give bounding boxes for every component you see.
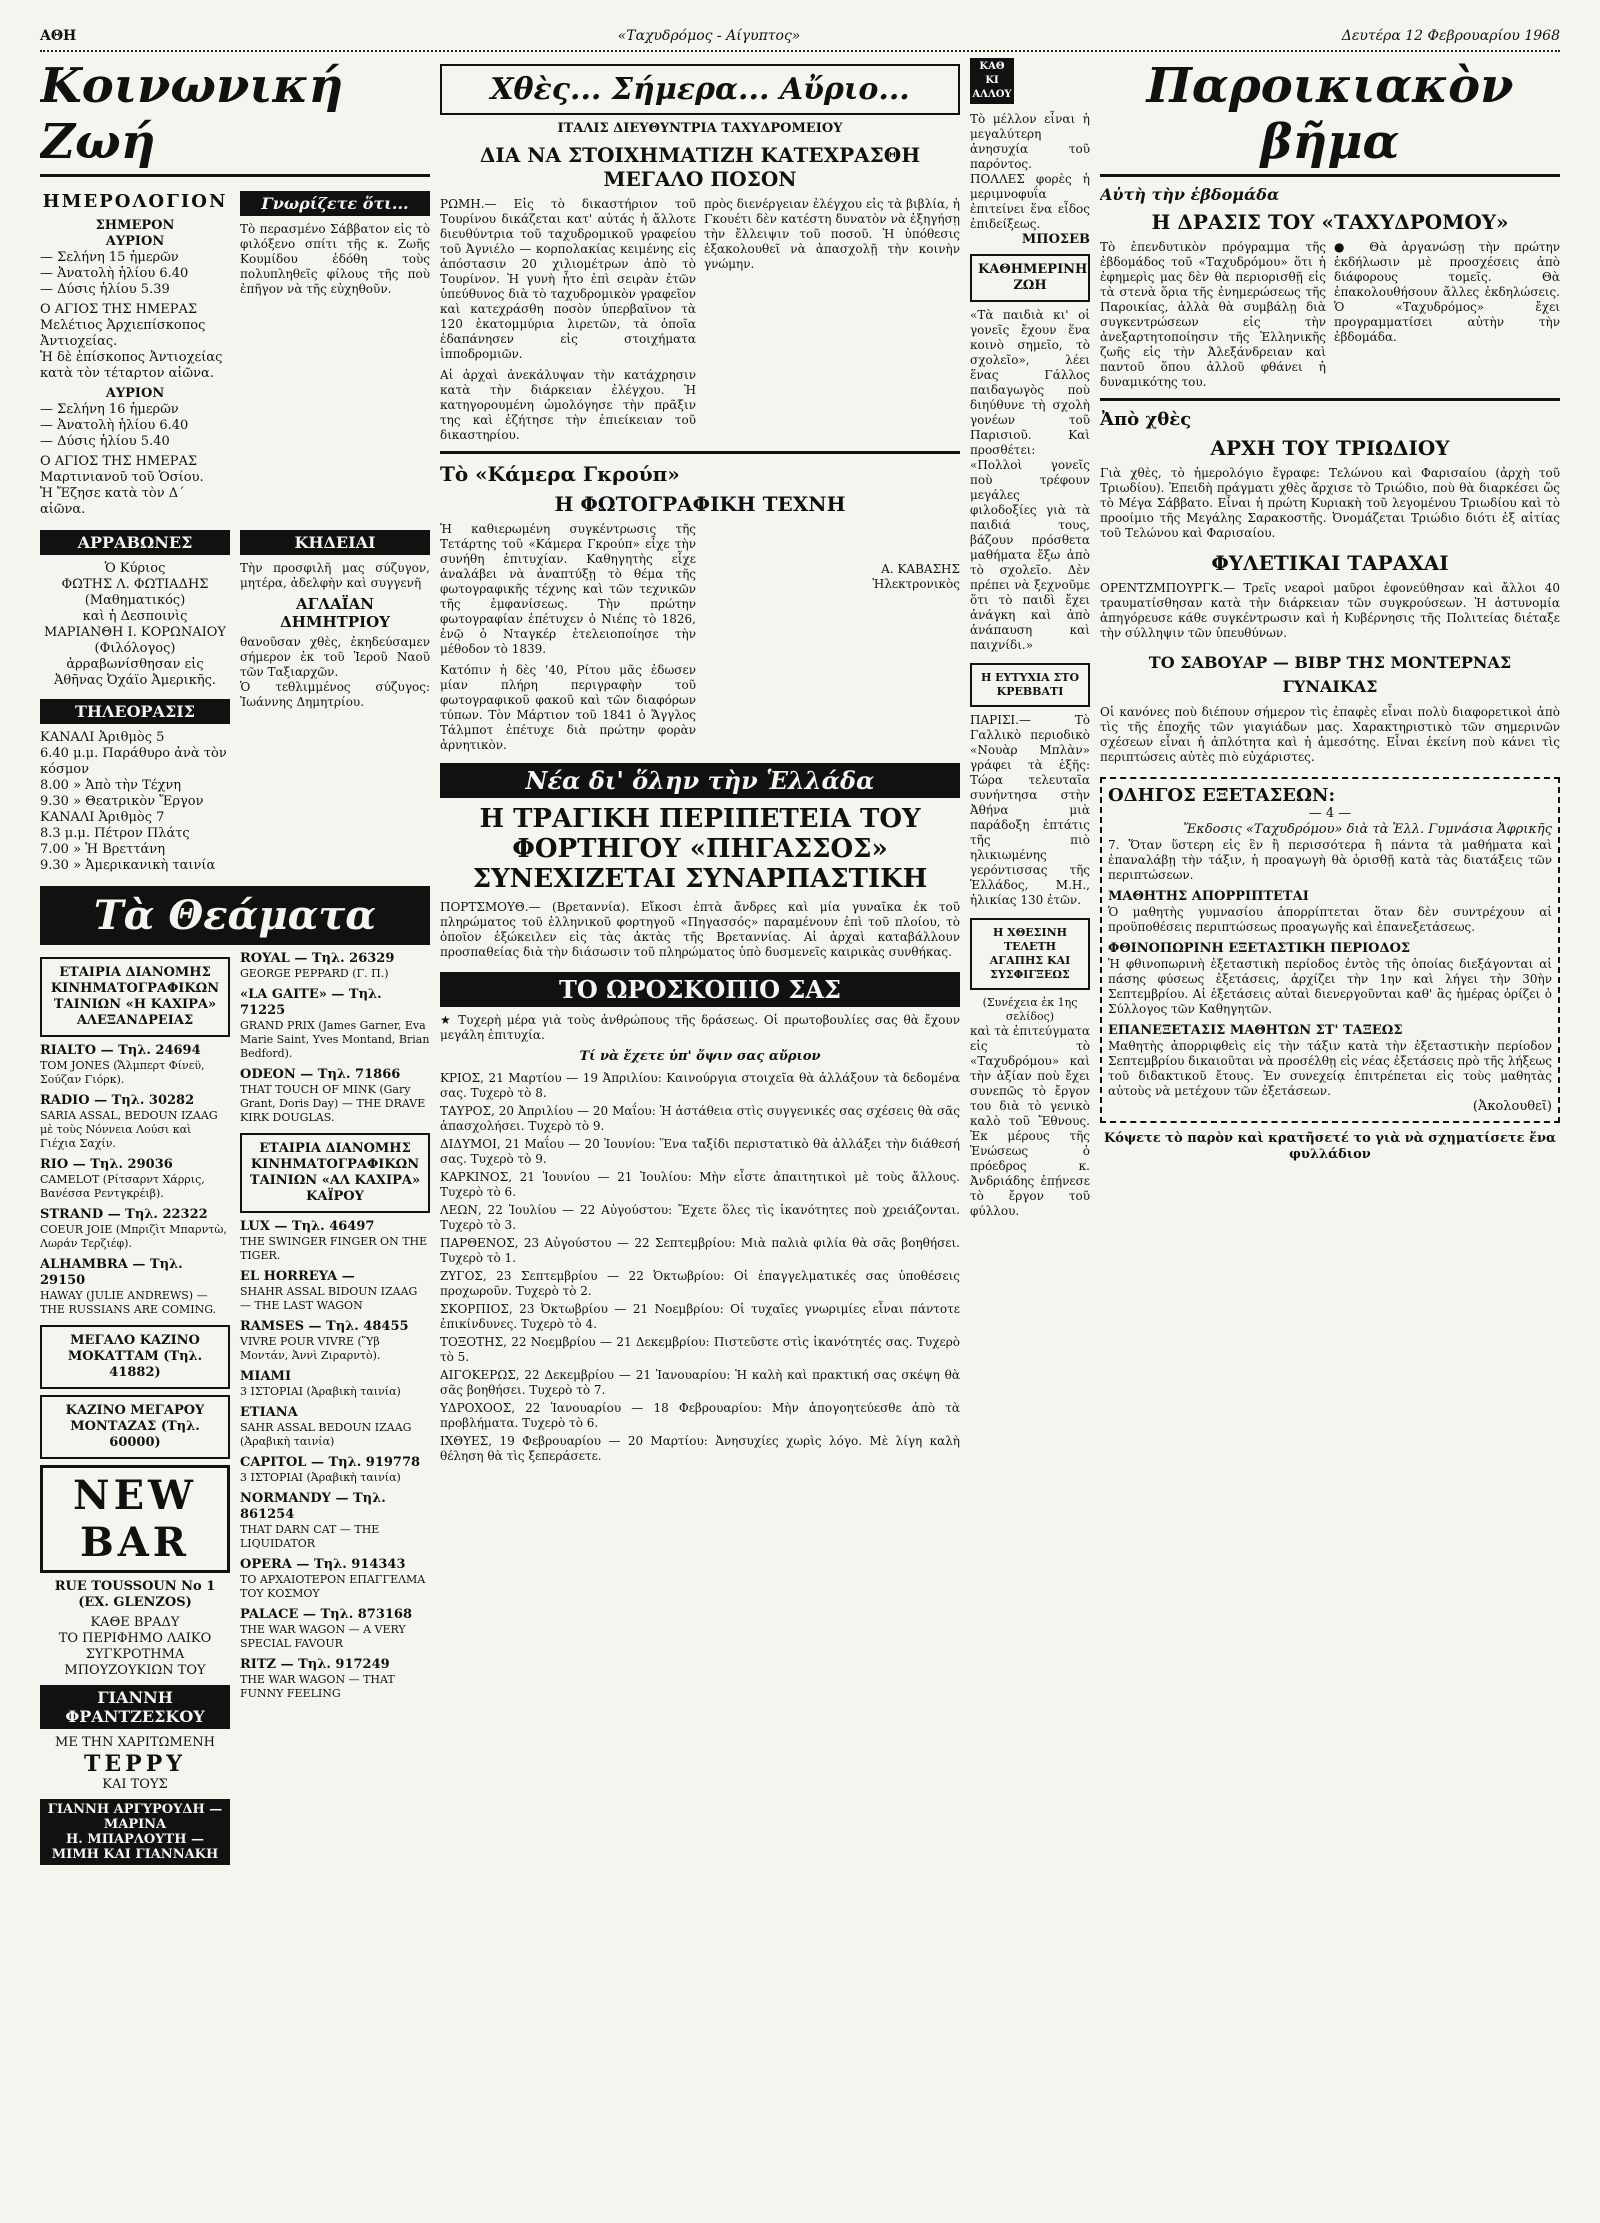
cinema-item (240, 1657, 430, 1701)
triodio-text: Γιὰ χθὲς, τὸ ἡμερολόγιο ἔγραφε: Τελώνου καὶ Φαρισαίου (ἀρχὴ τοῦ Τριωδίου). Ἐπειδὴ πράγματι χθὲς ἄρχισε τὸ Τριώδιο, ποὺ θὰ διαρκέσει ὥς τὸ Μέγα Σάββατο. Εἶναι ἡ πρώτη Κυριακὴ τοῦ λεγομένου Τριωδίου καὶ τὸ προοίμιο τῆς Μεγάλης Σαρακοστῆς. Ὀνομάζεται Τριώδιο διότι ἐξ αἰτίας τοῦ Τελώνου καὶ Φαρισαίου. (1100, 466, 1560, 540)
exam-guide-title: ΟΔΗΓΟΣ ΕΞΕΤΑΣΕΩΝ: (1108, 785, 1336, 806)
horoscope-sign: ΚΡΙΟΣ, 21 Μαρτίου — 19 Ἀπριλίου: Καινούργια στοιχεῖα θὰ ἀλλάξουν τὰ δεδομένα σας. Τυχερὸ τὸ 8. (440, 1071, 960, 1100)
camera-group-headline: Η ΦΩΤΟΓΡΑΦΙΚΗ ΤΕΧΝΗ (554, 492, 846, 516)
savoir-vivre-text: Οἱ κανόνες ποὺ διέπουν σήμερον τὶς ἐπαφὲς εἶναι πολὺ διαφορετικοὶ ἀπὸ τὶς τῆς ἐποχῆς τῶν γιαγιάδων μας. Χαρακτηριστικὸ τῶν σημερινῶν σχέσεων εἶναι ἡ ἁπλότητα καὶ ἡ ἀμεσότης. Εἶναι ἐκείνη ποὺ κάνει τὶς περιπτώσεις αὐτὲς πιὸ εὐχάριστες. (1100, 705, 1560, 764)
new-bar-address: RUE TOUSSOUN No 1 (EX. GLENZOS) (54, 1579, 216, 1610)
cinema-program: COEUR JOIE (Μπριζὶτ Μπαρντὼ, Λωράν Τερζιέφ). (40, 1223, 227, 1250)
autumn-period-text: Ἡ φθινοπωρινὴ ἐξεταστικὴ περίοδος ἐντὸς τῆς ὁποίας διεξάγονται αἱ πάσης φύσεως ἐξετάσεις, ἀρχίζει τὴν 1ην καὶ λήγει τὴν 30ὴν Σεπτεμβρίου. Αἱ ἐξετάσεις αὐταὶ διενεργοῦνται καθ' ἃς ἡμέρας ὁρίζει ὁ Σύλλογος τῶν Καθηγητῶν. (1108, 957, 1552, 1016)
cinema-list-1 (40, 1043, 230, 1317)
cinema-item (240, 1491, 430, 1551)
exam-guide-box (1100, 777, 1560, 1123)
cinema-program: SAHR ASSAL BEDOUN IZAAG (Ἀραβικὴ ταινία) (240, 1421, 412, 1448)
spectacles-banner: Τὰ Θεάματα (40, 886, 430, 945)
greece-news-banner: Νέα δι' ὅλην τὴν Ἑλλάδα (440, 763, 960, 798)
story1-text: ΡΩΜΗ.— Εἰς τὸ δικαστήριον τοῦ Τουρίνου δικάζεται κατ' αὐτάς ἡ ἄλλοτε διευθύντρια τοῦ ταχυδρομικοῦ γραφείου τοῦ Ἀγνιέλο — κορπολακίας κειμένης εἰς ἀπόστασιν 20 χιλιομέτρων ἀπὸ τὸ Τουρίνον. Ἡ γυνὴ ἦτο ἐπὶ σειρὰν ἐτῶν ὑπεύθυνος διὰ τὸ ταχυδρομικὸν γραφεῖον καὶ κατεχράσθη ποσὸν ὑπερβαῖνον τὰ 120 ἑκατομμύρια λιρετῶν, τὰ ὁποῖα ἐδαπάνησεν εἰς στοιχήματα ἱπποδρομιῶν. (440, 197, 696, 361)
cinema-name: ALHAMBRA — Τηλ. 29150 (40, 1257, 183, 1288)
ceremony-header: Η ΧΘΕΣΙΝΗ ΤΕΛΕΤΗ ΑΓΑΠΗΣ ΚΑΙ ΣΥΣΦΙΓΞΕΩΣ (970, 918, 1090, 990)
horoscope-sign: ΤΑΥΡΟΣ, 20 Ἀπριλίου — 20 Μαΐου: Ἡ ἀστάθεια στὶς συγγενικές σας σχέσεις θὰ σᾶς ἀπασχολήσει. Τυχερὸ τὸ 9. (440, 1104, 960, 1133)
cinema-name: EL HORREYA — (240, 1269, 355, 1284)
horoscope-signs (440, 1071, 960, 1464)
cinema-item (40, 1157, 230, 1201)
cut-out-note: Κόψετε τὸ παρὸν καὶ κρατῆσετέ το γιὰ νὰ σχηματίσετε ἕνα φυλλάδιον (1103, 1131, 1557, 1162)
cinema-program: HAWAY (JULIE ANDREWS) — THE RUSSIANS ARE COMING. (40, 1289, 217, 1316)
reexam-head: ΕΠΑΝΕΞΕΤΑΣΙΣ ΜΑΘΗΤΩΝ ΣΤ' ΤΑΞΕΩΣ (1108, 1023, 1403, 1038)
story2-headline: Η ΤΡΑΓΙΚΗ ΠΕΡΙΠΕΤΕΙΑ ΤΟΥ ΦΟΡΤΗΓΟΥ «ΠΗΓΑΣΣΟΣ» ΣΥΝΕΧΙΖΕΤΑΙ ΣΥΝΑΡΠΑΣΤΙΚΗ (472, 804, 928, 894)
cinema-item (40, 1257, 230, 1317)
exam-guide-number: — 4 — (1308, 806, 1352, 821)
masthead-left: ΑΘΗ (40, 28, 77, 44)
cinema-program: SHAHR ASSAL BIDOUN IZAAG — THE LAST WAGON (240, 1285, 418, 1312)
horoscope-subtitle: Τί νὰ ἔχετε ὑπ' ὄψιν σας αὔριον (579, 1049, 821, 1064)
distribution-company-2: ΕΤΑΙΡΙΑ ΔΙΑΝΟΜΗΣ ΚΙΝΗΜΑΤΟΓΡΑΦΙΚΩΝ ΤΑΙΝΙΩΝ «ΑΛ ΚΑΧΙΡΑ» ΚΑΪΡΟΥ (240, 1133, 430, 1213)
column-yesterday-today-tomorrow (440, 58, 960, 2208)
horoscope-sign: ΖΥΓΟΣ, 23 Σεπτεμβρίου — 22 Ὀκτωβρίου: Οἱ ἐπαγγελματικές σας ὑποθέσεις προχωροῦν. Τυχερὸ τὸ 2. (440, 1269, 960, 1298)
funerals-more: θανοῦσαν χθὲς, ἐκηδεύσαμεν σήμερον ἐκ τοῦ Ἱεροῦ Ναοῦ τῶν Ταξιαρχῶν. Ὁ τεθλιμμένος σύζυγος: Ἰωάννης Δημητρίου. (240, 635, 430, 709)
to-be-continued: (Ἀκολουθεῖ) (1472, 1099, 1552, 1114)
ceremony-continued: (Συνέχεια ἐκ 1ης σελίδος) (982, 996, 1078, 1023)
cinema-item (40, 1043, 230, 1087)
reexam-text: Μαθητὴς ἀπορριφθεὶς εἰς τὴν τάξιν κατὰ τὴν ἐξεταστικὴν περίοδον Σεπτεμβρίου δικαιοῦται νὰ προσέλθῃ εἰς νέας ἐξετάσεις πρὸ τῆς λήξεως τοῦ διδακτικοῦ ἔτους. Ἐν συνεχείᾳ ἐπιτρέπεται εἰς τοὺς μαθητὰς αὐτοὺς νὰ μετέχουν τῶν ἐξετάσεων. (1108, 1039, 1552, 1098)
camera-group-signature: Α. ΚΑΒΑΣΗΣ Ἡλεκτρονικὸς (872, 562, 960, 591)
racial-unrest-text: ΟΡΕΝΤΖΜΠΟΥΡΓΚ.— Τρεῖς νεαροὶ μαῦροι ἐφονεύθησαν καὶ ἄλλοι 40 τραυματίσθησαν κατὰ τὴν διάρκειαν τῶν συγκρούσεων. Ἡ ἀστυνομία ἀπηγόρευσε κάθε συγκέντρωσιν καὶ ἡ Κυβέρνησις τῆς Πολιτείας διέταξε τὴν σύλληψιν τῶν ὑπευθύνων. (1100, 581, 1560, 640)
cinema-program: GEORGE PEPPARD (Γ. Π.) (240, 967, 389, 980)
cinema-name: ETIANA (240, 1405, 298, 1420)
tomorrow-label-b: ΑΥΡΙΟΝ (105, 386, 165, 401)
tv-schedule: ΚΑΝΑΛΙ Ἀριθμὸς 5 6.40 μ.μ. Παράθυρο ἀνὰ τὸν κόσμον 8.00 » Ἀπὸ τὴν Τέχνη 9.30 » Θεατρικὸν Ἔργον ΚΑΝΑΛΙ Ἀριθμὸς 7 8.3 μ.μ. Πέτρον Πλάτς 7.00 » Ἡ Βρεττάνη 9.30 » Ἀμερικανικὴ ταινία (40, 730, 227, 873)
new-bar-with: ΜΕ ΤΗΝ ΧΑΡΙΤΩΜΕΝΗ (55, 1735, 215, 1750)
horoscope-sign: ΙΧΘΥΕΣ, 19 Φεβρουαρίου — 20 Μαρτίου: Ἀνησυχίες χωρὶς λόγο. Μὲ λίγη καλὴ θέληση θὰ τὶς ξεπεράσετε. (440, 1434, 960, 1463)
cinema-program: 3 ΙΣΤΟΡΙΑΙ (Ἀραβικὴ ταινία) (240, 1471, 401, 1484)
horoscope-sign: ΚΑΡΚΙΝΟΣ, 21 Ἰουνίου — 21 Ἰουλίου: Μὴν εἶστε ἀπαιτητικοὶ μὲ τοὺς ἄλλους. Τυχερὸ τὸ 6. (440, 1170, 960, 1199)
kathimerini-badge-icon: ΚΑΘ ΚΙ ΑΛΛΟΥ (970, 58, 1014, 104)
cinema-item (240, 1269, 430, 1313)
student-rejected-text: Ὁ μαθητὴς γυμνασίου ἀπορρίπτεται ὅταν δὲν συντρέχουν αἱ προϋποθέσεις περιπτώσεως προαγωγῆς καὶ ἐπανεξετάσεως. (1108, 905, 1552, 934)
cinema-name: ODEON — Τηλ. 71866 (240, 1067, 401, 1082)
cinema-name: MIAMI (240, 1369, 292, 1384)
column-daily-life (970, 58, 1090, 1219)
ceremony-text: καὶ τὰ ἐπιτεύγματα εἰς τὸ «Ταχυδρόμου» καὶ τὴν ἀξίαν ποὺ ἔχει συνεπῶς τὸ ἔργον του διὰ τὸ γενικὸ καλὸ τοῦ Ἔθνους. Ἐκ μέρους τῆς Ἑνώσεως ὁ πρόεδρος κ. Ἀνδριάδης ἐπῄνεσε τὸ ἔργον τοῦ φύλλου. (970, 1024, 1090, 1218)
new-bar-artist-2: ΤΕΡΡΥ (84, 1751, 186, 1777)
section-title-social: Κοινωνική Ζωή (40, 58, 430, 177)
autumn-period-head: ΦΘΙΝΟΠΩΡΙΝΗ ΕΞΕΤΑΣΤΙΚΗ ΠΕΡΙΟΔΟΣ (1108, 941, 1411, 956)
cinema-name: RADIO — Τηλ. 30282 (40, 1093, 195, 1108)
cinema-item (240, 1319, 430, 1363)
tv-header: ΤΗΛΕΟΡΑΣΙΣ (40, 699, 230, 724)
daily-life-header: ΚΑΘΗΜΕΡΙΝΗ ΖΩΗ (970, 254, 1090, 302)
masthead (40, 22, 1560, 52)
sun-info-1: — Σελήνη 15 ἡμερῶν — Ἀνατολὴ ἡλίου 6.40 — Δύσις ἡλίου 5.39 (40, 250, 189, 297)
week-label: Αὐτὴ τὴν ἑβδομάδα (1100, 185, 1280, 204)
column-community-tribune (1100, 58, 1560, 2208)
cinema-name: RIO — Τηλ. 29036 (40, 1157, 173, 1172)
cinema-name: ROYAL — Τηλ. 26329 (240, 951, 395, 966)
daily-life-text: «Τὰ παιδιὰ κι' οἱ γονεῖς ἔχουν ἕνα κοινὸ σημεῖο, τὸ σχολεῖο», λέει ἕνας Γάλλος παιδαγωγὸς ποὺ διηύθυνε τὴ σχολὴ γονέων τοῦ Παρισιοῦ. Καὶ προσθέτει: «Πολλοὶ γονεῖς ποὺ τρέφουν μεγάλες φιλοδοξίες γιὰ τὰ παιδιά τους, βάζουν πρόσθετα μαθήματα ἔξω ἀπὸ τὸ σχολεῖο. Δὲν πρέπει νὰ ξεχνοῦμε ὅτι τὸ παιδὶ ἔχει ἀνάγκη καὶ ἀπὸ ἀνάπαυση καὶ παιχνίδι.» (970, 308, 1090, 652)
story1-text-b: Αἱ ἀρχαὶ ἀνεκάλυψαν τὴν κατάχρησιν κατὰ τὴν διάρκειαν ἐλέγχου. Ἡ κατηγορουμένη ὡμολόγησε τὴν πρᾶξιν της καὶ ἐζήτησε τὴν ἐπιείκειαν τοῦ δικαστηρίου. (440, 368, 696, 442)
horoscope-banner: ΤΟ ΩΡΟΣΚΟΠΙΟ ΣΑΣ (440, 972, 960, 1007)
cinema-program: CAMELOT (Ρίτσαρντ Χάρρις, Βανέσσα Ρεντγκρέιβ). (40, 1173, 205, 1200)
new-bar-title: NEW BAR (40, 1465, 230, 1573)
cinema-name: CAPITOL — Τηλ. 919778 (240, 1455, 421, 1470)
did-you-know-text: Τὸ περασμένο Σάββατον εἰς τὸ φιλόξενο σπίτι τῆς κ. Ζωῆς Κουμίδου ἐδόθη τοὺς πολυπληθεῖς φίλους τῆς ποὺ ἐπῆγον νὰ τῆς εὐχηθοῦν. (240, 222, 430, 296)
cinema-item (40, 1093, 230, 1151)
casino-montaza: ΚΑΖΙΝΟ ΜΕΓΑΡΟΥ ΜΟΝΤΑΖΑΣ (Τηλ. 60000) (40, 1395, 230, 1459)
new-bar-and: ΚΑΙ ΤΟΥΣ (102, 1777, 168, 1792)
story1-kicker: ΙΤΑΛΙΣ ΔΙΕΥΘΥΝΤΡΙΑ ΤΑΧΥΔΡΟΜΕΙΟΥ (557, 121, 843, 136)
horoscope-sign: ΑΙΓΟΚΕΡΩΣ, 22 Δεκεμβρίου — 21 Ἰανουαρίου: Ἡ καλὴ καὶ πρακτική σας σκέψη θὰ σᾶς βοηθήσει. Τυχερὸ τὸ 7. (440, 1368, 960, 1397)
cinema-item (240, 1455, 430, 1485)
cinema-item (240, 987, 430, 1061)
story1-text-c: πρὸς διενέργειαν ἐλέγχου εἰς τὰ βιβλία, ἡ Γκουέτι δὲν κατέστη δυνατὸν νὰ ἐξηγήσῃ τὴν ἔλλειψιν τοῦ ποσοῦ. Ἡ ὑπόθεσις ἐξακολουθεῖ νὰ ἀπασχολῇ τὴν κοινὴν γνώμην. (704, 197, 960, 271)
cinema-name: LUX — Τηλ. 46497 (240, 1219, 375, 1234)
cinema-item (40, 1207, 230, 1251)
new-bar-text: ΚΑΘΕ ΒΡΑΔΥ ΤΟ ΠΕΡΙΦΗΜΟ ΛΑΙΚΟ ΣΥΓΚΡΟΤΗΜΑ ΜΠΟΥΖΟΥΚΙΩΝ ΤΟΥ (58, 1615, 212, 1678)
cinema-program: ΤΟ ΑΡΧΑΙΟΤΕΡΟΝ ΕΠΑΓΓΕΛΜΑ ΤΟΥ ΚΟΣΜΟΥ (240, 1573, 426, 1600)
cinema-program: 3 ΙΣΤΟΡΙΑΙ (Ἀραβικὴ ταινία) (240, 1385, 401, 1398)
new-bar-artist-3: ΓΙΑΝΝΗ ΑΡΓΥΡΟΥΔΗ — ΜΑΡΙΝΑ Η. ΜΠΑΡΛΟΥΤΗ — ΜΙΜΗ ΚΑΙ ΓΙΑΝΝΑΚΗ (40, 1799, 230, 1865)
horoscope-sign: ΛΕΩΝ, 22 Ἰουλίου — 22 Αὐγούστου: Ἔχετε ὅλες τὶς ἱκανότητες ποὺ χρειάζονται. Τυχερὸ τὸ 3. (440, 1203, 960, 1232)
cinema-program: THE SWINGER FINGER ON THE TIGER. (240, 1235, 428, 1262)
deceased-name: ΑΓΛΑΪΑΝ ΔΗΜΗΤΡΙΟΥ (280, 595, 390, 631)
triodio-headline: ΑΡΧΗ ΤΟΥ ΤΡΙΩΔΙΟΥ (1210, 436, 1450, 460)
camera-group-text-2: Κατόπιν ἡ δὲς '40, Ρίτου μᾶς ἐδωσεν μίαν πλήρη περιγραφὴν τοῦ φωτογραφικοῦ φακοῦ καὶ τῶν διαφόρων τύπων. Τὸν Μάρτιον τοῦ 1841 ὁ Ἄγγλος Τάλμποτ ἐπέτυχε διὰ πρώτην φορὰν ἀρνητικὸν. (440, 663, 696, 752)
horoscope-sign: ΠΑΡΘΕΝΟΣ, 23 Αὐγούστου — 22 Σεπτεμβρίου: Μιὰ παλιὰ φιλία θὰ σᾶς βοηθήσει. Τυχερὸ τὸ 1. (440, 1236, 960, 1265)
cinema-list-2 (240, 951, 430, 1125)
sun-info-2: — Σελήνη 16 ἡμερῶν — Ἀνατολὴ ἡλίου 6.40 — Δύσις ἡλίου 5.40 (40, 402, 189, 449)
cinema-name: OPERA — Τηλ. 914343 (240, 1557, 406, 1572)
funerals-text: Τὴν προσφιλῆ μας σύζυγον, μητέρα, ἀδελφὴν καὶ συγγενῆ (240, 561, 430, 590)
cinema-name: NORMANDY — Τηλ. 861254 (240, 1491, 386, 1522)
cinema-item (240, 1405, 430, 1449)
daily-quote-author: ΜΠΟΣΕΒ (1021, 232, 1090, 247)
cinema-item (240, 1369, 430, 1399)
week-text-2: ● Θὰ ἀργανώσῃ τὴν πρώτην ἐκδήλωσιν μὲ προσχέσεις ἀπὸ διάφορους τομεῖς. Θὰ ἐπακολουθήσουν ἄλλες ἐκδηλώσεις. Ὁ «Ταχυδρόμος» ἔχει προγραμματίσει αὐτὴν τὴν ἑβδομάδα. (1334, 240, 1560, 344)
camera-group-title: Τὸ «Κάμερα Γκρούπ» (440, 462, 680, 486)
exam-guide-text: 7. Ὅταν ὕστερη εἰς ἓν ἢ περισσότερα ἢ πάντα τὰ μαθήματα καὶ ἐπαναλάβῃ τὴν τάξιν, ἡ προαγωγὴ θὰ ὁρισθῇ κατὰ τὰς διατάξεις τῶν περιπτώσεων. (1108, 838, 1552, 882)
cinema-program: TOM JONES (Ἄλμπερτ Φίνεϋ, Σούζαν Γιόρκ). (40, 1059, 205, 1086)
funerals-header: ΚΗΔΕΙΑΙ (240, 530, 430, 555)
racial-unrest-headline: ΦΥΛΕΤΙΚΑΙ ΤΑΡΑΧΑΙ (1211, 551, 1449, 575)
saint-1: Ο ΑΓΙΟΣ ΤΗΣ ΗΜΕΡΑΣ Μελέτιος Ἀρχιεπίσκοπος Ἀντιοχείας. Ἡ δὲ ἐπίσκοπος Ἀντιοχείας κατὰ τὸν τέταρτον αἰῶνα. (40, 302, 223, 381)
tomorrow-label-a: ΑΥΡΙΟΝ (105, 234, 165, 249)
horoscope-sign: ΔΙΔΥΜΟΙ, 21 Μαΐου — 20 Ἰουνίου: Ἕνα ταξίδι περιστατικὸ θὰ ἀλλάξει τὴν διάθεσή σας. Τυχερὸ τὸ 9. (440, 1137, 960, 1166)
horoscope-sign: ΣΚΟΡΠΙΟΣ, 23 Ὀκτωβρίου — 21 Νοεμβρίου: Οἱ τυχαῖες γνωριμίες εἶναι πάντοτε ἐπικίνδυνες. Τυχερὸ τὸ 4. (440, 1302, 960, 1331)
cinema-name: RIALTO — Τηλ. 24694 (40, 1043, 201, 1058)
cinema-name: STRAND — Τηλ. 22322 (40, 1207, 208, 1222)
new-bar-artist-1: ΓΙΑΝΝΗ ΦΡΑΝΤΖΕΣΚΟΥ (40, 1685, 230, 1729)
today-label: ΣΗΜΕΡΟΝ (95, 218, 175, 233)
student-rejected-head: ΜΑΘΗΤΗΣ ΑΠΟΡΡΙΠΤΕΤΑΙ (1108, 889, 1309, 904)
camera-group-text: Ἡ καθιερωμένη συγκέντρωσις τῆς Τετάρτης τοῦ «Κάμερα Γκρούπ» εἶχε τὴν συνήθη ἐπιτυχίαν. Καθηγητὴς εἶχε ἀναλάβει νὰ ἀναπτύξῃ τὸ θέμα τῆς φωτογραφικῆς τέχνης καὶ τῶν τεχνικῶν τῆς ἐμφανίσεως. Τὴν πρώτην φωτογραφίαν ἐπέτυχεν ὁ Νιέπς τὸ 1826, ἐνῷ ὁ Νταγκέρ ἐτελειοποίησε τὴν μέθοδον τὸ 1839. (440, 522, 696, 656)
cinema-item (240, 1607, 430, 1651)
column-social-life (40, 58, 430, 2208)
distribution-company-1: ΕΤΑΙΡΙΑ ΔΙΑΝΟΜΗΣ ΚΙΝΗΜΑΤΟΓΡΑΦΙΚΩΝ ΤΑΙΝΙΩΝ «Η ΚΑΧΙΡΑ» ΑΛΕΞΑΝΔΡΕΙΑΣ (40, 957, 230, 1037)
exam-guide-publisher: Ἔκδοσις «Ταχυδρόμου» διὰ τὰ Ἑλλ. Γυμνάσια Ἀφρικῆς (1183, 822, 1552, 837)
cinema-program: GRAND PRIX (James Garner, Eva Marie Saint, Yves Montand, Brian Bedford). (240, 1019, 430, 1060)
cinema-name: RAMSES — Τηλ. 48455 (240, 1319, 409, 1334)
cinema-item (240, 951, 430, 981)
cinema-name: «LA GAITE» — Τηλ. 71225 (240, 987, 382, 1018)
cinema-program: SARIA ASSAL, BEDOUN IZAAG μὲ τοὺς Νόννεια Λούσι καὶ Γιέχια Σαχίν. (40, 1109, 218, 1150)
cinema-program: THE WAR WAGON — THAT FUNNY FEELING (240, 1673, 395, 1700)
cinema-program: VIVRE POUR VIVRE (Ὕβ Μοντάν, Ἀννὶ Ζιραρντὸ). (240, 1335, 381, 1362)
masthead-date: Δευτέρα 12 Φεβρουαρίου 1968 (1341, 28, 1560, 44)
cinema-item (240, 1557, 430, 1601)
did-you-know-header: Γνωρίζετε ὅτι... (240, 191, 430, 216)
calendar-title: ΗΜΕΡΟΛΟΓΙΟΝ (42, 191, 228, 212)
cinema-name: PALACE — Τηλ. 873168 (240, 1607, 413, 1622)
horoscope-intro: ★ Τυχερὴ μέρα γιὰ τοὺς ἀνθρώπους τῆς δράσεως. Οἱ πρωτοβουλίες σας θὰ ἔχουν μεγάλη ἐπιτυχία. (440, 1013, 960, 1042)
since-yesterday-label: Ἀπὸ χθὲς (1100, 409, 1192, 430)
section-title-community: Παροικιακὸν βῆμα (1100, 58, 1560, 177)
saint-2: Ο ΑΓΙΟΣ ΤΗΣ ΗΜΕΡΑΣ Μαρτινιανοῦ τοῦ Ὁσίου. Ἡ Ἔζησε κατὰ τὸν Δ΄ αἰῶνα. (40, 454, 204, 517)
cinema-item (240, 1219, 430, 1263)
casino-mokattam: ΜΕΓΑΛΟ ΚΑΖΙΝΟ ΜΟΚΑΤΤΑΜ (Τηλ. 41882) (40, 1325, 230, 1389)
engagements-header: ΑΡΡΑΒΩΝΕΣ (40, 530, 230, 555)
masthead-center: «Ταχυδρόμος - Αίγυπτος» (617, 28, 801, 44)
horoscope-sign: ΥΔΡΟΧΟΟΣ, 22 Ἰανουαρίου — 18 Φεβρουαρίου: Μὴν ἀπογοητεύεσθε ἀπὸ τὰ προβλήματα. Τυχερὸ τὸ 6. (440, 1401, 960, 1430)
engagements-text: Ὁ Κύριος ΦΩΤΗΣ Λ. ΦΩΤΙΑΔΗΣ (Μαθηματικός) καὶ ἡ Δεσποινὶς ΜΑΡΙΑΝΘΗ Ι. ΚΟΡΩΝΑΙΟΥ (Φιλόλογος) ἀρραβωνίσθησαν εἰς Ἀθῆνας Ὀχάϊο Ἀμερικῆς. (44, 561, 226, 688)
cinema-program: THAT TOUCH OF MINK (Gary Grant, Doris Day) — THE DRAVE KIRK DOUGLAS. (240, 1083, 426, 1124)
cinema-program: THAT DARN CAT — THE LIQUIDATOR (240, 1523, 380, 1550)
happiness-header: Η ΕΥΤΥΧΙΑ ΣΤΟ ΚΡΕΒΒΑΤΙ (970, 663, 1090, 707)
happiness-text: ΠΑΡΙΣΙ.— Τὸ Γαλλικὸ περιοδικὸ «Νουὰρ Μπλὰν» γράφει τὰ ἑξῆς: Τώρα τελευταῖα συνήντησα στὴν Ἀθήνα μιὰ παράδοξη ἑπτάτις τῆς πιὸ ηλικιωμένης γερόντισσας τῆς Ἑλλάδος, Μ.Η., ἡλικίας 130 ἐτῶν. (970, 713, 1090, 907)
savoir-vivre-headline: ΤΟ ΣΑΒΟΥΑΡ — ΒΙΒΡ ΤΗΣ ΜΟΝΤΕΡΝΑΣ ΓΥΝΑΙΚΑΣ (1148, 653, 1512, 696)
cinema-name: RITZ — Τηλ. 917249 (240, 1657, 390, 1672)
horoscope-sign: ΤΟΞΟΤΗΣ, 22 Νοεμβρίου — 21 Δεκεμβρίου: Πιστεῦστε στὶς ἱκανότητές σας. Τυχερὸ τὸ 5. (440, 1335, 960, 1364)
story2-text: ΠΟΡΤΣΜΟΥΘ.— (Βρεταννία). Εἴκοσι ἑπτὰ ἄνδρες καὶ μία γυναῖκα ἐκ τοῦ πληρώματος τοῦ ἑλληνικοῦ φορτηγοῦ «Πηγασσός» παραμένουν ἐπὶ τοῦ πλοίου, τὸ ὁποῖον ἐξώκειλεν εἰς τὰς ἀκτὰς τῆς Βρεταννίας. Αἱ ἀρχαὶ καταβάλλουν προσπαθείας διὰ τὴν διάσωσιν τοῦ πληρώματος ὑπὸ δυσμενεῖς καιρικὰς συνθήκας. (440, 900, 960, 959)
yesterday-today-tomorrow-banner: Χθὲς... Σήμερα... Αὔριο... (440, 64, 960, 115)
cinema-item (240, 1067, 430, 1125)
daily-quote: Τὸ μέλλον εἶναι ἡ μεγαλύτερη ἀνησυχία τοῦ παρόντος. ΠΟΛΛΕΣ φορὲς ἡ μεριμνοφυΐα ἐπιτείνει ἕνα εἶδος ἐπιδείξεως. (970, 112, 1090, 231)
story1-headline: ΔΙΑ ΝΑ ΣΤΟΙΧΗΜΑΤΙΖΗ ΚΑΤΕΧΡΑΣΘΗ ΜΕΓΑΛΟ ΠΟΣΟΝ (479, 143, 921, 191)
cinema-program: THE WAR WAGON — A VERY SPECIAL FAVOUR (240, 1623, 406, 1650)
week-text: Τὸ ἐπενδυτικὸν πρόγραμμα τῆς ἐβδομάδος τοῦ «Ταχυδρόμου» ὅτι ἡ ἐφημερὶς μας δὲν θὰ περιορισθῇ εἰς τὰ στενὰ ὅρια τῆς ἐνημερώσεως τῆς Παροικίας, ἀλλὰ θὰ συμβάλῃ διὰ συγκεντρώσεων εἰς τὴν ἀνεξαρτητοποίησιν τῆς Ἑλληνικῆς ζωῆς εἰς τὴν Ἀλεξάνδρειαν καὶ παντοῦ ὅπου ἀλλοῦ φθάνει ἡ δυναμικότης του. (1100, 240, 1326, 389)
cinema-list-3 (240, 1219, 430, 1701)
week-headline: Η ΔΡΑΣΙΣ ΤΟΥ «ΤΑΧΥΔΡΟΜΟΥ» (1151, 210, 1509, 234)
